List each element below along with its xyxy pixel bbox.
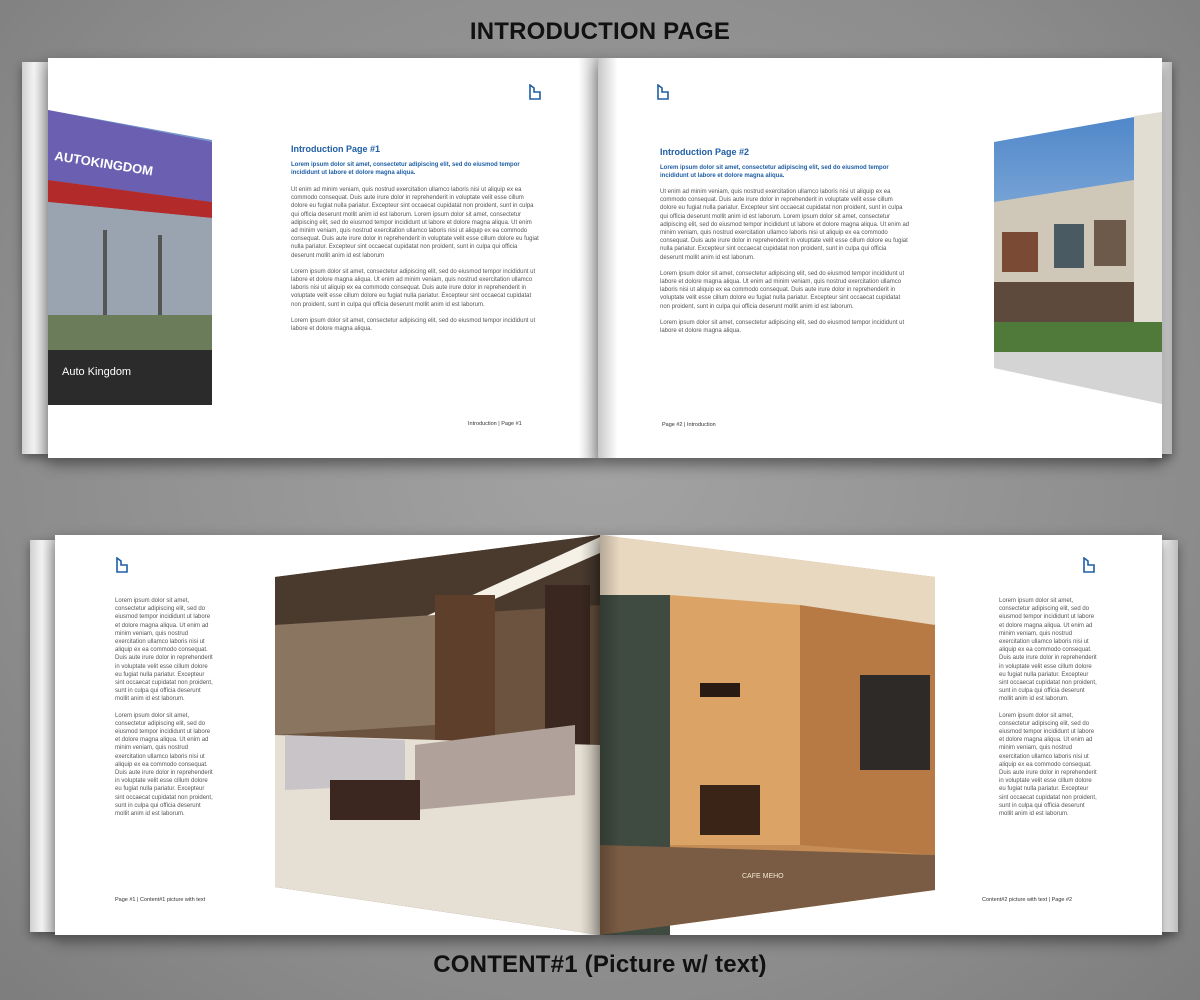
villa-photo — [994, 112, 1162, 404]
photo-sign-text: AUTOKINGDOM — [53, 148, 155, 179]
paragraph: Lorem ipsum dolor sit amet, consectetur adipiscing elit, sed do eiusmod tempor incididunt ut labore et dolore magna aliqua. — [660, 319, 905, 335]
cafe-interior-photo — [600, 535, 935, 935]
page-footer: Content#2 picture with text | Page #2 — [982, 897, 1073, 903]
bottom-heading: CONTENT#1 (Picture w/ text) — [433, 951, 767, 978]
lounge-interior-photo — [275, 535, 600, 935]
cafe-sign-text: CAFE MEHO — [742, 873, 784, 880]
lead-text: Lorem ipsum dolor sit amet, consectetur adipiscing elit, sed do eiusmod tempor incididunt ut labore et dolore magna aliqua. — [660, 165, 889, 179]
paragraph: Lorem ipsum dolor sit amet, consectetur adipiscing elit, sed do eiusmod tempor incididunt ut labore et dolore magna aliqua. Ut enim ad minim veniam, quis nostrud exercitation ullamco laboris nisi ut aliquip ex ea commodo consequat. Duis aute irure dolor in reprehenderit in voluptate velit esse cillum dolore eu fugiat nulla pariatur. Excepteur sint occaecat cupidatat non proident, sunt in culpa qui officia deserunt mollit anim id est laborum. — [660, 270, 905, 310]
content-left-page — [55, 535, 600, 935]
brand-logo-icon — [656, 84, 670, 100]
brand-logo-icon — [115, 557, 129, 573]
body-text — [291, 186, 539, 341]
body-text — [660, 188, 910, 343]
paragraph: Lorem ipsum dolor sit amet, consectetur adipiscing elit, sed do eiusmod tempor incididunt ut labore et dolore magna aliqua. Ut enim ad minim veniam, quis nostrud exercitation ullamco laboris nisi ut aliquip ex ea commodo consequat. Duis aute irure dolor in reprehenderit in voluptate velit esse cillum dolore eu fugiat nulla pariatur. Excepteur sint occaecat cupidatat non proident, sunt in culpa qui officia deserunt mollit anim id est laborum. — [115, 712, 213, 818]
intro-right-page — [598, 58, 1162, 458]
content-right-page — [600, 535, 1162, 935]
page-title: Introduction Page #2 — [660, 147, 750, 157]
body-text — [999, 597, 1099, 826]
paragraph: Lorem ipsum dolor sit amet, consectetur adipiscing elit, sed do eiusmod tempor incididunt ut labore et dolore magna aliqua. Ut enim ad minim veniam, quis nostrud exercitation ullamco laboris nisi ut aliquip ex ea commodo consequat. Duis aute irure dolor in reprehenderit in voluptate velit esse cillum dolore eu fugiat nulla pariatur. Excepteur sint occaecat cupidatat non proident, sunt in culpa qui officia deserunt mollit anim id est laborum. — [999, 712, 1097, 818]
brand-logo-icon — [1082, 557, 1096, 573]
brand-logo-icon — [528, 84, 542, 100]
paragraph: Lorem ipsum dolor sit amet, consectetur adipiscing elit, sed do eiusmod tempor incididunt ut labore et dolore magna aliqua. — [291, 317, 536, 333]
page-footer: Page #1 | Content#1 picture with text — [115, 897, 206, 903]
intro-left-page — [48, 58, 598, 458]
lead-text: Lorem ipsum dolor sit amet, consectetur adipiscing elit, sed do eiusmod tempor incididunt ut labore et dolore magna aliqua. — [291, 162, 520, 176]
auto-kingdom-photo — [48, 110, 212, 405]
top-heading: INTRODUCTION PAGE — [469, 18, 731, 45]
page-footer: Page #2 | Introduction — [662, 422, 716, 428]
body-text — [115, 597, 215, 826]
photo-caption: Auto Kingdom — [62, 366, 132, 378]
paragraph: Lorem ipsum dolor sit amet, consectetur adipiscing elit, sed do eiusmod tempor incididunt ut labore et dolore magna aliqua. Ut enim ad minim veniam, quis nostrud exercitation ullamco laboris nisi ut aliquip ex ea commodo consequat. Duis aute irure dolor in reprehenderit in voluptate velit esse cillum dolore eu fugiat nulla pariatur. Excepteur sint occaecat cupidatat non proident, sunt in culpa qui officia deserunt mollit anim id est laborum. — [115, 598, 213, 703]
page-title: Introduction Page #1 — [291, 144, 381, 154]
page-footer: Introduction | Page #1 — [468, 421, 522, 427]
paragraph: Ut enim ad minim veniam, quis nostrud exercitation ullamco laboris nisi ut aliquip ex ea commodo consequat. Duis aute irure dolor in reprehenderit in voluptate velit esse cillum dolore eu fugiat nulla pariatur. Excepteur sint occaecat cupidatat non proident, sunt in culpa qui officia deserunt mollit anim id est laborum. Lorem ipsum dolor sit amet, consectetur adipiscing elit, sed do eiusmod tempor incididunt ut labore et dolore magna aliqua. Ut enim ad minim veniam, quis nostrud exercitation ullamco laboris nisi ut aliquip ex ea commodo consequat. Duis aute irure dolor in reprehenderit in voluptate velit esse cillum dolore eu fugiat nulla pariatur. Excepteur sint occaecat cupidatat non proident, sunt in culpa qui officia deserunt mollit anim id est laborum. — [660, 189, 910, 261]
paragraph: Ut enim ad minim veniam, quis nostrud exercitation ullamco laboris nisi ut aliquip ex ea commodo consequat. Duis aute irure dolor in reprehenderit in voluptate velit esse cillum dolore eu fugiat nulla pariatur. Excepteur sint occaecat cupidatat non proident, sunt in culpa qui officia deserunt mollit anim id est laborum. Lorem ipsum dolor sit amet, consectetur adipiscing elit, sed do eiusmod tempor incididunt ut labore et dolore magna aliqua. Ut enim ad minim veniam, quis nostrud exercitation ullamco laboris nisi ut aliquip ex ea commodo consequat. Duis aute irure dolor in reprehenderit in voluptate velit esse cillum dolore eu fugiat nulla pariatur. Excepteur sint occaecat cupidatat non proident, sunt in culpa qui officia deserunt mollit anim id est laborum — [291, 187, 539, 259]
paragraph: Lorem ipsum dolor sit amet, consectetur adipiscing elit, sed do eiusmod tempor incididunt ut labore et dolore magna aliqua. Ut enim ad minim veniam, quis nostrud exercitation ullamco laboris nisi ut aliquip ex ea commodo consequat. Duis aute irure dolor in reprehenderit in voluptate velit esse cillum dolore eu fugiat nulla pariatur. Excepteur sint occaecat cupidatat non proident, sunt in culpa qui officia deserunt mollit anim id est laborum. — [291, 268, 536, 308]
paragraph: Lorem ipsum dolor sit amet, consectetur adipiscing elit, sed do eiusmod tempor incididunt ut labore et dolore magna aliqua. Ut enim ad minim veniam, quis nostrud exercitation ullamco laboris nisi ut aliquip ex ea commodo consequat. Duis aute irure dolor in reprehenderit in voluptate velit esse cillum dolore eu fugiat nulla pariatur. Excepteur sint occaecat cupidatat non proident, sunt in culpa qui officia deserunt mollit anim id est laborum. — [999, 598, 1097, 703]
